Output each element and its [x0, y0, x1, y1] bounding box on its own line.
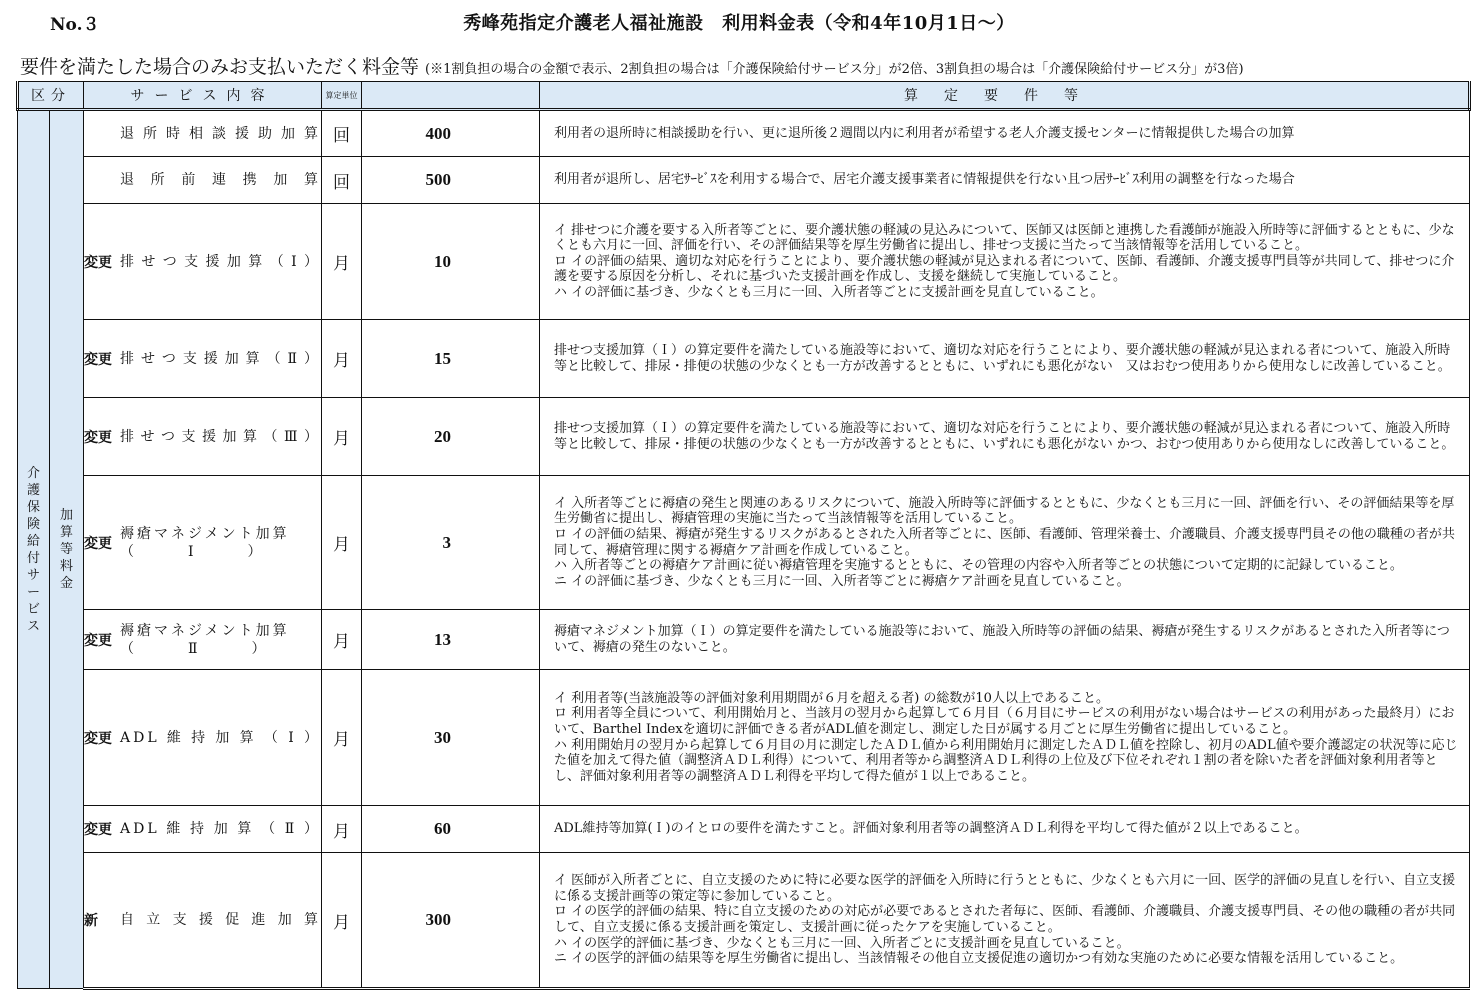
- service-name-line: 排せつ支援加算（Ⅲ）: [120, 428, 321, 445]
- conditions-cell: [540, 476, 1470, 610]
- status-tag: 変更: [84, 822, 112, 838]
- category-additions: [50, 110, 84, 989]
- service-name-sub: （ Ⅰ ）: [120, 543, 265, 560]
- status-tag: 変更: [84, 632, 112, 649]
- table-row: [18, 853, 1470, 989]
- service-cell: [84, 204, 322, 320]
- condition-line: ニ イの医学的評価の結果等を厚生労働省に提出し、当該情報その他自立支援促進の適切かつ有効な実施のために必要な情報を活用していること。: [554, 951, 1404, 967]
- service-cell: [84, 157, 322, 204]
- service-name-line: 退所前連携加算: [120, 172, 321, 188]
- condition-line: イ 利用者等(当該施設等の評価対象利用期間が６月を超える者) の総数が10人以上であること。: [554, 690, 1109, 706]
- service-name-line: 自立支援促進加算: [120, 912, 321, 928]
- table-row: [18, 610, 1470, 670]
- header-price: [362, 82, 540, 110]
- price-cell: 20: [362, 398, 540, 476]
- unit-cell: 回: [322, 110, 362, 157]
- service-cell: [84, 320, 322, 398]
- service-cell: [84, 398, 322, 476]
- service-cell: [84, 110, 322, 157]
- status-tag: 新: [84, 913, 98, 929]
- status-tag: 変更: [84, 429, 112, 446]
- header-kubun: 区分: [18, 82, 84, 110]
- service-cell: [84, 806, 322, 853]
- conditions-cell: [540, 110, 1470, 157]
- service-name: [120, 820, 321, 838]
- conditions-cell: [540, 670, 1470, 806]
- section-title: 要件を満たした場合のみお支払いただく料金等: [20, 56, 420, 78]
- conditions-cell: [540, 398, 1470, 476]
- service-name-line: 排せつ支援加算（Ⅰ）: [120, 253, 321, 270]
- service-name-sub: （ Ⅱ ）: [120, 640, 269, 657]
- unit-cell: 月: [322, 398, 362, 476]
- condition-line: ロ 利用者等全員について、利用開始月と、当該月の翌月から起算して６月目（６月目にサービスの利用がない場合はサービスの利用があった最終月）において、Barthel Indexを適切に評価できる者がADL値を測定し、測定した日が属する月ごとに厚生労働省に提出していること。: [554, 706, 1455, 737]
- conditions-cell: [540, 204, 1470, 320]
- table-row: [18, 320, 1470, 398]
- header-service: サービス内容: [84, 82, 322, 110]
- category-insurance: [18, 110, 50, 989]
- table-row: [18, 398, 1470, 476]
- service-name: [120, 622, 321, 658]
- document-header: [0, 0, 1478, 40]
- service-name: [120, 253, 321, 271]
- section-note: (※1割負担の場合の金額で表示、2割負担の場合は「介護保険給付サービス分」が2倍、3割負担の場合は「介護保険給付サービス分」が3倍): [425, 62, 1244, 77]
- fee-table: [16, 81, 1471, 990]
- price-cell: 400: [362, 110, 540, 157]
- status-tag: 変更: [84, 535, 112, 552]
- condition-line: 利用者の退所時に相談援助を行い、更に退所後２週間以内に利用者が希望する老人介護支援センターに情報提供した場合の加算: [554, 125, 1295, 141]
- service-name: [120, 911, 321, 929]
- condition-line: イ 入所者等ごとに褥瘡の発生と関連のあるリスクについて、施設入所時等に評価するとともに、少なくとも三月に一回、評価を行い、その評価結果等を厚生労働省に提出し、褥瘡管理の実施に当たって当該情報等を活用していること。: [554, 495, 1455, 527]
- table-row: [18, 670, 1470, 806]
- condition-line: ロ イの評価の結果、適切な対応を行うことにより、要介護状態の軽減が見込まれる者について、医師、看護師、介護支援専門員等が共同して、排せつに介護を要する原因を分析し、それに基づいた支援計画を作成し、支援を継続して実施していること。: [554, 253, 1455, 285]
- price-cell: 15: [362, 320, 540, 398]
- header-unit: 算定単位: [322, 82, 362, 110]
- category-insurance-label: 介護保険給付サービス: [26, 465, 40, 634]
- service-name: [120, 125, 321, 143]
- service-name: [120, 525, 321, 561]
- service-name: [120, 729, 321, 747]
- unit-cell: 月: [322, 853, 362, 989]
- unit-cell: 月: [322, 806, 362, 853]
- price-cell: 3: [362, 476, 540, 610]
- table-row: [18, 157, 1470, 204]
- table-header-row: [18, 82, 1470, 110]
- condition-line: ニ イの評価に基づき、少なくとも三月に一回、入所者等ごとに褥瘡ケア計画を見直していること。: [554, 573, 1130, 589]
- document-title: 秀峰苑指定介護老人福祉施設 利用料金表（令和4年10月1日～）: [463, 13, 1015, 34]
- service-name-line: 排せつ支援加算（Ⅱ）: [120, 350, 321, 367]
- condition-line: イ 医師が入所者ごとに、自立支援のために特に必要な医学的評価を入所時に行うとともに、少なくとも六月に一回、医学的評価の見直しを行い、自立支援に係る支援計画等の策定等に参加していること。: [554, 873, 1456, 904]
- conditions-cell: [540, 610, 1470, 670]
- price-cell: 30: [362, 670, 540, 806]
- conditions-cell: [540, 157, 1470, 204]
- service-name-line: 退所時相談援助加算: [120, 125, 321, 142]
- status-tag: 変更: [84, 730, 112, 747]
- service-name-line: 褥瘡マネジメント加算: [120, 525, 290, 542]
- table-row: [18, 806, 1470, 853]
- condition-line: 利用者が退所し、居宅ｻｰﾋﾞｽを利用する場合で、居宅介護支援事業者に情報提供を行ない且つ居ｻｰﾋﾞｽ利用の調整を行なった場合: [554, 172, 1295, 188]
- unit-cell: 月: [322, 476, 362, 610]
- section-header: [20, 52, 1470, 76]
- conditions-cell: [540, 320, 1470, 398]
- header-conditions: 算定要件等: [540, 82, 1470, 110]
- service-name: [120, 428, 321, 446]
- unit-cell: 回: [322, 157, 362, 204]
- condition-line: 排せつ支援加算（Ｉ）の算定要件を満たしている施設等において、適切な対応を行うことにより、要介護状態の軽減が見込まれる者について、施設入所時等と比較して、排尿・排便の状態の少なくとも一方が改善するとともに、いずれにも悪化がない 又はおむつ使用ありから使用なしに改善していること。: [554, 342, 1451, 374]
- unit-cell: 月: [322, 610, 362, 670]
- price-cell: 300: [362, 853, 540, 989]
- status-tag: 変更: [84, 254, 112, 271]
- price-cell: 13: [362, 610, 540, 670]
- table-row: [18, 110, 1470, 157]
- service-cell: [84, 476, 322, 610]
- table-row: [18, 476, 1470, 610]
- service-name: [120, 350, 321, 368]
- price-cell: 10: [362, 204, 540, 320]
- condition-line: ADL維持等加算(Ｉ)のイとロの要件を満たすこと。評価対象利用者等の調整済ＡＤＬ利得を平均して得た値が２以上であること。: [554, 821, 1308, 837]
- condition-line: イ 排せつに介護を要する入所者等ごとに、要介護状態の軽減の見込みについて、医師又は医師と連携した看護師が施設入所時等に評価するとともに、少なくとも六月に一回、評価を行い、その評価結果等を厚生労働省に提出し、排せつ支援に当たって当該情報等を活用していること。: [554, 222, 1455, 254]
- price-cell: 60: [362, 806, 540, 853]
- condition-line: ハ イの評価に基づき、少なくとも三月に一回、入所者等ごとに支援計画を見直していること。: [554, 284, 1104, 300]
- service-name-line: 褥瘡マネジメント加算: [120, 622, 290, 639]
- service-name: [120, 171, 321, 189]
- unit-cell: 月: [322, 320, 362, 398]
- service-name-line: ADL維持加算（Ⅱ）: [120, 821, 321, 837]
- status-tag: 変更: [84, 351, 112, 368]
- service-cell: [84, 670, 322, 806]
- condition-line: 排せつ支援加算（Ｉ）の算定要件を満たしている施設等において、適切な対応を行うことにより、要介護状態の軽減が見込まれる者について、施設入所時等と比較して、排尿・排便の状態の少なくとも一方が改善するとともに、いずれにも悪化がない かつ、おむつ使用ありから使用なしに改善していること。: [554, 420, 1455, 452]
- service-cell: [84, 853, 322, 989]
- conditions-cell: [540, 806, 1470, 853]
- document-number: No.３: [50, 15, 100, 35]
- service-name-line: ADL維持加算（Ⅰ）: [120, 729, 321, 746]
- conditions-cell: [540, 853, 1470, 989]
- condition-line: 褥瘡マネジメント加算（Ｉ）の算定要件を満たしている施設等において、施設入所時等の評価の結果、褥瘡が発生するリスクがあるとされた入所者等について、褥瘡の発生のないこと。: [554, 623, 1450, 655]
- condition-line: ハ イの医学的評価に基づき、少なくとも三月に一回、入所者ごとに支援計画を見直していること。: [554, 935, 1130, 951]
- condition-line: ハ 入所者等ごとの褥瘡ケア計画に従い褥瘡管理を実施するとともに、その管理の内容や入所者等ごとの状態について定期的に記録していること。: [554, 558, 1403, 574]
- price-cell: 500: [362, 157, 540, 204]
- unit-cell: 月: [322, 670, 362, 806]
- service-cell: [84, 610, 322, 670]
- condition-line: ロ イの評価の結果、褥瘡が発生するリスクがあるとされた入所者等ごとに、医師、看護師、管理栄養士、介護職員、介護支援専門員その他の職種の者が共同して、褥瘡管理に関する褥瘡ケア計画を作成していること。: [554, 526, 1455, 558]
- condition-line: ハ 利用開始月の翌月から起算して６月目の月に測定したＡＤＬ値から利用開始月に測定したＡＤＬ値を控除し、初月のADL値や要介護認定の状況等に応じた値を加えて得た値（調整済ＡＤＬ利得）について、利用者等から調整済ＡＤＬ利得の上位及び下位それぞれ１割の者を除いた者を評価対象利用者等とし、評価対象利用者等の調整済ＡＤＬ利得を平均して得た値が１以上であること。: [554, 737, 1458, 784]
- condition-line: ロ イの医学的評価の結果、特に自立支援のための対応が必要であるとされた者毎に、医師、看護師、介護職員、介護支援専門員、その他の職種の者が共同して、自立支援に係る支援計画を策定し、支援計画に従ったケアを実施していること。: [554, 904, 1456, 935]
- category-additions-label: 加算等料金: [59, 508, 73, 591]
- unit-cell: 月: [322, 204, 362, 320]
- table-row: [18, 204, 1470, 320]
